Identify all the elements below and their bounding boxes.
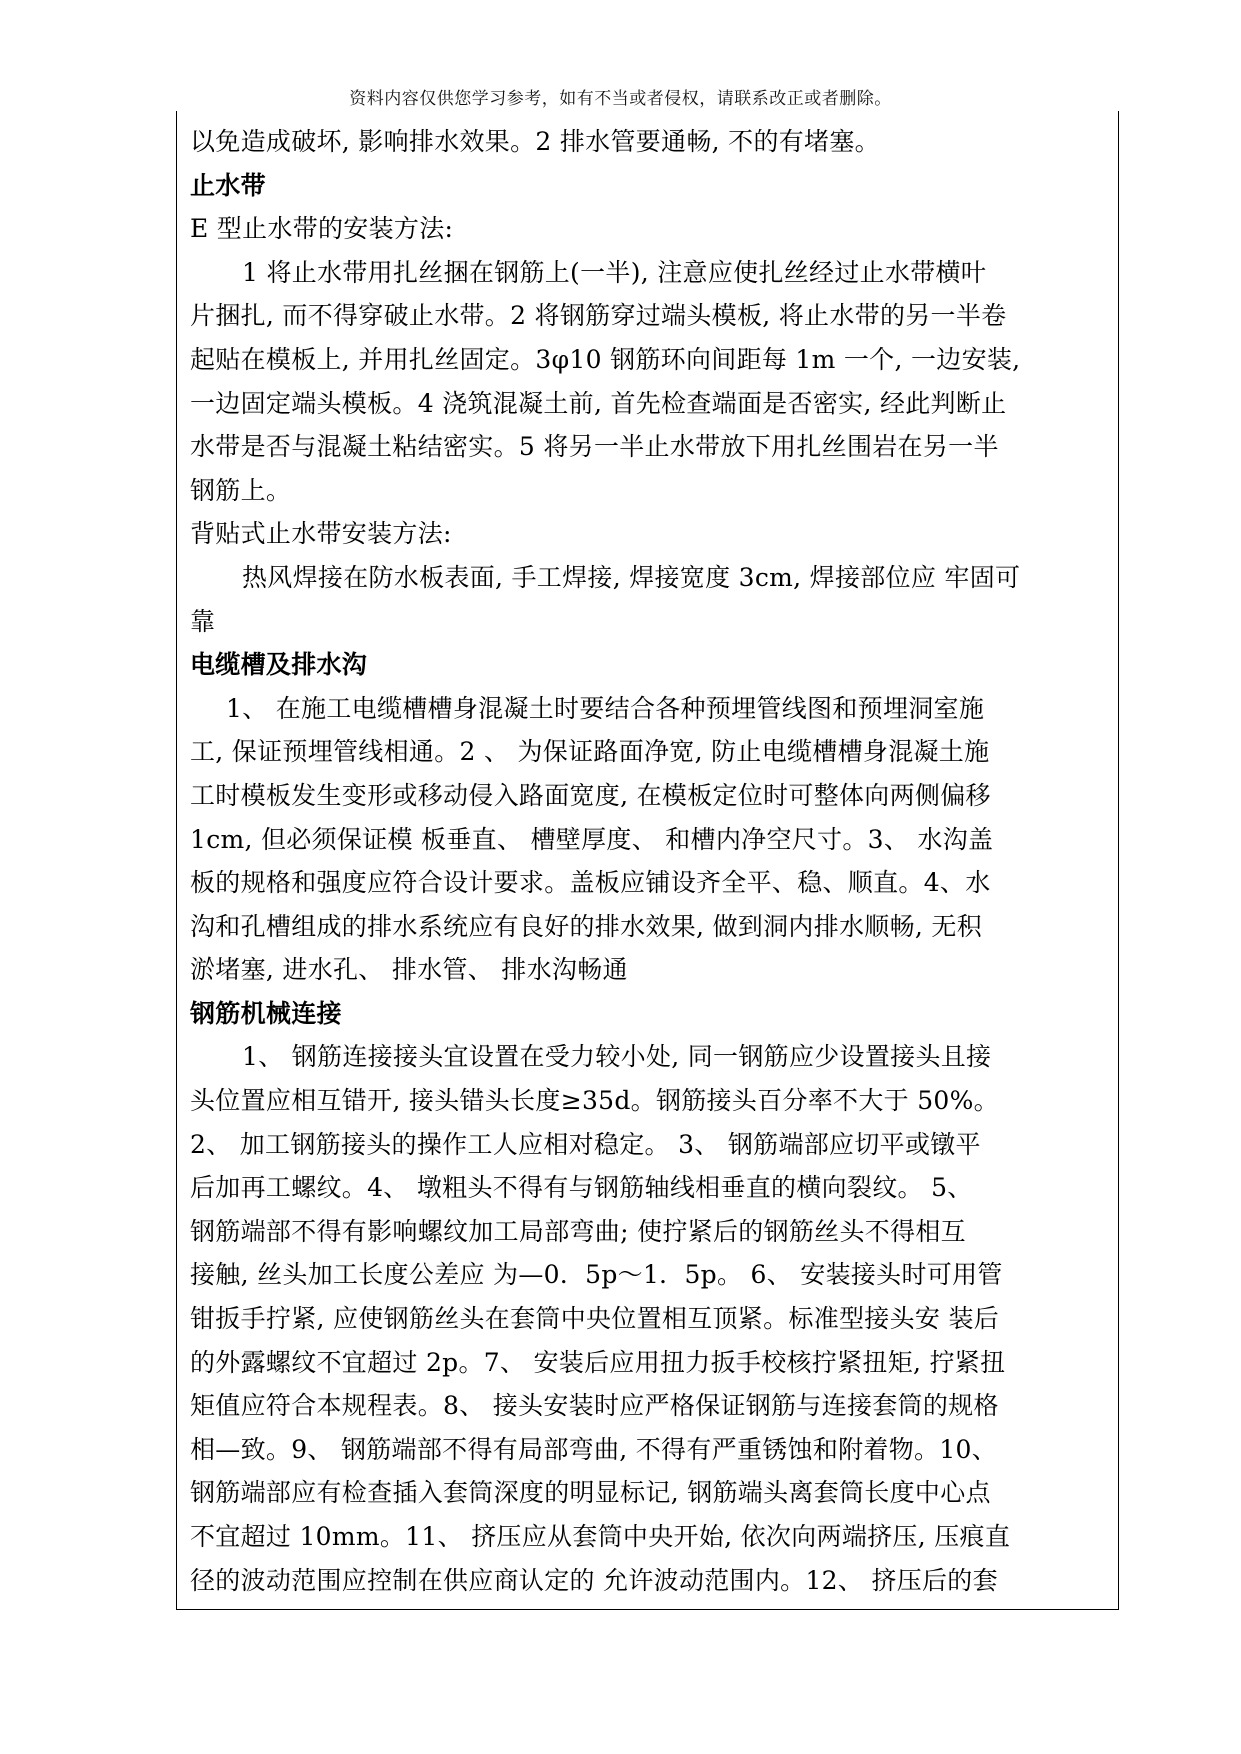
text-line: 1cm, 但必须保证模 板垂直、 槽壁厚度、 和槽内净空尺寸。3、 水沟盖 xyxy=(190,824,994,854)
text-line: 钢筋端部应有检查插入套筒深度的明显标记, 钢筋端头离套筒长度中心点 xyxy=(190,1478,991,1508)
text-line: 接触, 丝头加工长度公差应 为—0．5p～1．5p。 6、 安装接头时可用管 xyxy=(190,1260,1003,1290)
text-line: 工, 保证预埋管线相通。2 、 为保证路面净宽, 防止电缆槽槽身混凝土施 xyxy=(190,737,990,767)
text-line: 起贴在模板上, 并用扎丝固定。3φ10 钢筋环向间距每 1m 一个, 一边安装, xyxy=(190,344,1021,374)
text-line: 工时模板发生变形或移动侵入路面宽度, 在模板定位时可整体向两侧偏移 xyxy=(190,780,991,810)
text-line: 淤堵塞, 进水孔、 排水管、 排水沟畅通 xyxy=(190,955,628,985)
text-line: 钢筋端部不得有影响螺纹加工局部弯曲; 使拧紧后的钢筋丝头不得相互 xyxy=(190,1216,966,1246)
text-line: 钳扳手拧紧, 应使钢筋丝头在套筒中央位置相互顶紧。标准型接头安 装后 xyxy=(190,1304,1000,1334)
text-line: 头位置应相互错开, 接头错头长度≥35d。钢筋接头百分率不大于 50%。 xyxy=(190,1086,999,1116)
text-line: 的外露螺纹不宜超过 2p。7、 安装后应用扭力扳手校核拧紧扭矩, 拧紧扭 xyxy=(190,1347,1006,1377)
text-line: 板的规格和强度应符合设计要求。盖板应铺设齐全平、稳、顺直。4、水 xyxy=(190,868,991,898)
section-heading: 电缆槽及排水沟 xyxy=(190,650,368,680)
text-line: 片捆扎, 而不得穿破止水带。2 将钢筋穿过端头模板, 将止水带的另一半卷 xyxy=(190,301,1007,331)
text-line: 以免造成破坏, 影响排水效果。2 排水管要通畅, 不的有堵塞。 xyxy=(190,127,880,156)
text-line: 后加再工螺纹。4、 墩粗头不得有与钢筋轴线相垂直的横向裂纹。 5、 xyxy=(190,1173,973,1203)
text-line: 2、 加工钢筋接头的操作工人应相对稳定。 3、 钢筋端部应切平或镦平 xyxy=(190,1129,981,1159)
text-line: 径的波动范围应控制在供应商认定的 允许波动范围内。12、 挤压后的套 xyxy=(190,1565,998,1595)
text-line: 1、 钢筋连接接头宜设置在受力较小处, 同一钢筋应少设置接头且接 xyxy=(242,1042,992,1072)
text-line: 沟和孔槽组成的排水系统应有良好的排水效果, 做到洞内排水顺畅, 无积 xyxy=(190,911,982,941)
text-line: E 型止水带的安装方法: xyxy=(190,214,454,244)
text-line: 1、 在施工电缆槽槽身混凝土时要结合各种预埋管线图和预埋洞室施 xyxy=(226,693,985,723)
watermark-notice: 资料内容仅供您学习参考，如有不当或者侵权，请联系改正或者删除。 xyxy=(349,89,892,109)
document-body xyxy=(190,120,1110,1602)
text-line: 相—致。9、 钢筋端部不得有局部弯曲, 不得有严重锈蚀和附着物。10、 xyxy=(190,1434,998,1464)
text-line: 水带是否与混凝土粘结密实。5 将另一半止水带放下用扎丝围岩在另一半 xyxy=(190,432,999,462)
text-line: 钢筋上。 xyxy=(190,475,292,505)
section-heading: 钢筋机械连接 xyxy=(190,998,342,1028)
text-line: 背贴式止水带安装方法: xyxy=(190,519,452,549)
text-line: 热风焊接在防水板表面, 手工焊接, 焊接宽度 3cm, 焊接部位应 牢固可 xyxy=(242,562,1021,592)
text-line: 矩值应符合本规程表。8、 接头安装时应严格保证钢筋与连接套筒的规格 xyxy=(190,1391,999,1421)
text-line: 1 将止水带用扎丝捆在钢筋上(一半), 注意应使扎丝经过止水带横叶 xyxy=(242,257,987,287)
section-heading: 止水带 xyxy=(190,170,266,200)
text-line: 靠 xyxy=(190,606,216,636)
text-line: 不宜超过 10mm。11、 挤压应从套筒中央开始, 依次向两端挤压, 压痕直 xyxy=(190,1522,1011,1551)
text-line: 一边固定端头模板。4 浇筑混凝土前, 首先检查端面是否密实, 经此判断止 xyxy=(190,388,1007,418)
